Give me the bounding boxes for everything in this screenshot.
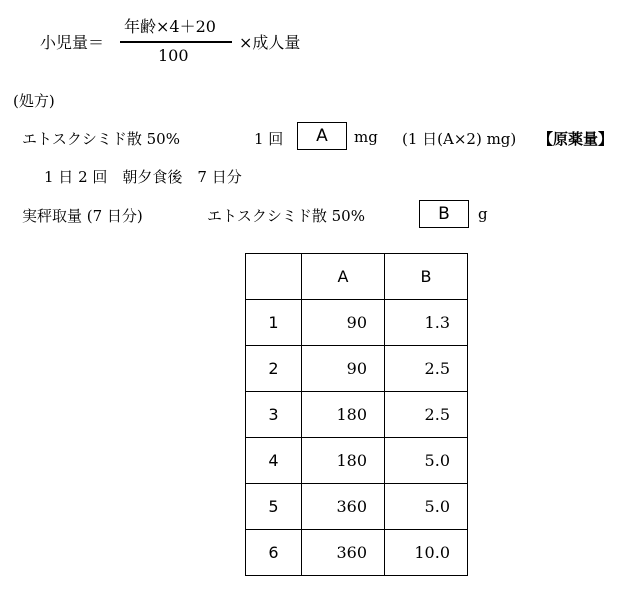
dose-prefix: 1 回 bbox=[254, 130, 284, 148]
daily-dose: (1 日(A×2) mg) bbox=[402, 130, 517, 148]
header-b: B bbox=[385, 254, 468, 300]
option-a: 360 bbox=[302, 530, 385, 576]
schedule: 1 日 2 回 朝夕食後 7 日分 bbox=[44, 168, 242, 186]
header-number bbox=[246, 254, 302, 300]
prescription-heading: (処方) bbox=[13, 92, 55, 110]
formula-numerator: 年齢×4＋20 bbox=[124, 17, 216, 36]
option-number: 5 bbox=[246, 484, 302, 530]
formula-denominator: 100 bbox=[158, 46, 189, 65]
table-row bbox=[246, 346, 468, 392]
option-b: 2.5 bbox=[385, 346, 468, 392]
option-b: 2.5 bbox=[385, 392, 468, 438]
table-row bbox=[246, 392, 468, 438]
option-b: 1.3 bbox=[385, 300, 468, 346]
option-a: 90 bbox=[302, 346, 385, 392]
option-number: 4 bbox=[246, 438, 302, 484]
option-b: 10.0 bbox=[385, 530, 468, 576]
table-row bbox=[246, 530, 468, 576]
option-a: 180 bbox=[302, 438, 385, 484]
option-a: 360 bbox=[302, 484, 385, 530]
drug-name: エトスクシミド散 50% bbox=[22, 130, 180, 148]
option-a: 90 bbox=[302, 300, 385, 346]
options-table bbox=[245, 253, 468, 576]
option-a: 180 bbox=[302, 392, 385, 438]
api-amount-tag: 【原薬量】 bbox=[538, 130, 614, 148]
table-row bbox=[246, 300, 468, 346]
table-header-row bbox=[246, 254, 468, 300]
formula-lhs: 小児量＝ bbox=[40, 33, 105, 52]
answer-box-b: B bbox=[419, 200, 469, 228]
table-row bbox=[246, 484, 468, 530]
answer-box-a: A bbox=[297, 122, 347, 150]
table-row bbox=[246, 438, 468, 484]
option-b: 5.0 bbox=[385, 438, 468, 484]
weigh-unit: g bbox=[478, 205, 488, 223]
option-number: 1 bbox=[246, 300, 302, 346]
fraction-line bbox=[120, 41, 232, 43]
weigh-drug: エトスクシミド散 50% bbox=[207, 207, 365, 225]
dose-unit: mg bbox=[354, 128, 378, 146]
weigh-prefix: 実秤取量 (7 日分) bbox=[22, 207, 143, 225]
header-a: A bbox=[302, 254, 385, 300]
option-number: 6 bbox=[246, 530, 302, 576]
option-number: 3 bbox=[246, 392, 302, 438]
formula-rhs: ×成人量 bbox=[239, 33, 301, 52]
option-b: 5.0 bbox=[385, 484, 468, 530]
option-number: 2 bbox=[246, 346, 302, 392]
